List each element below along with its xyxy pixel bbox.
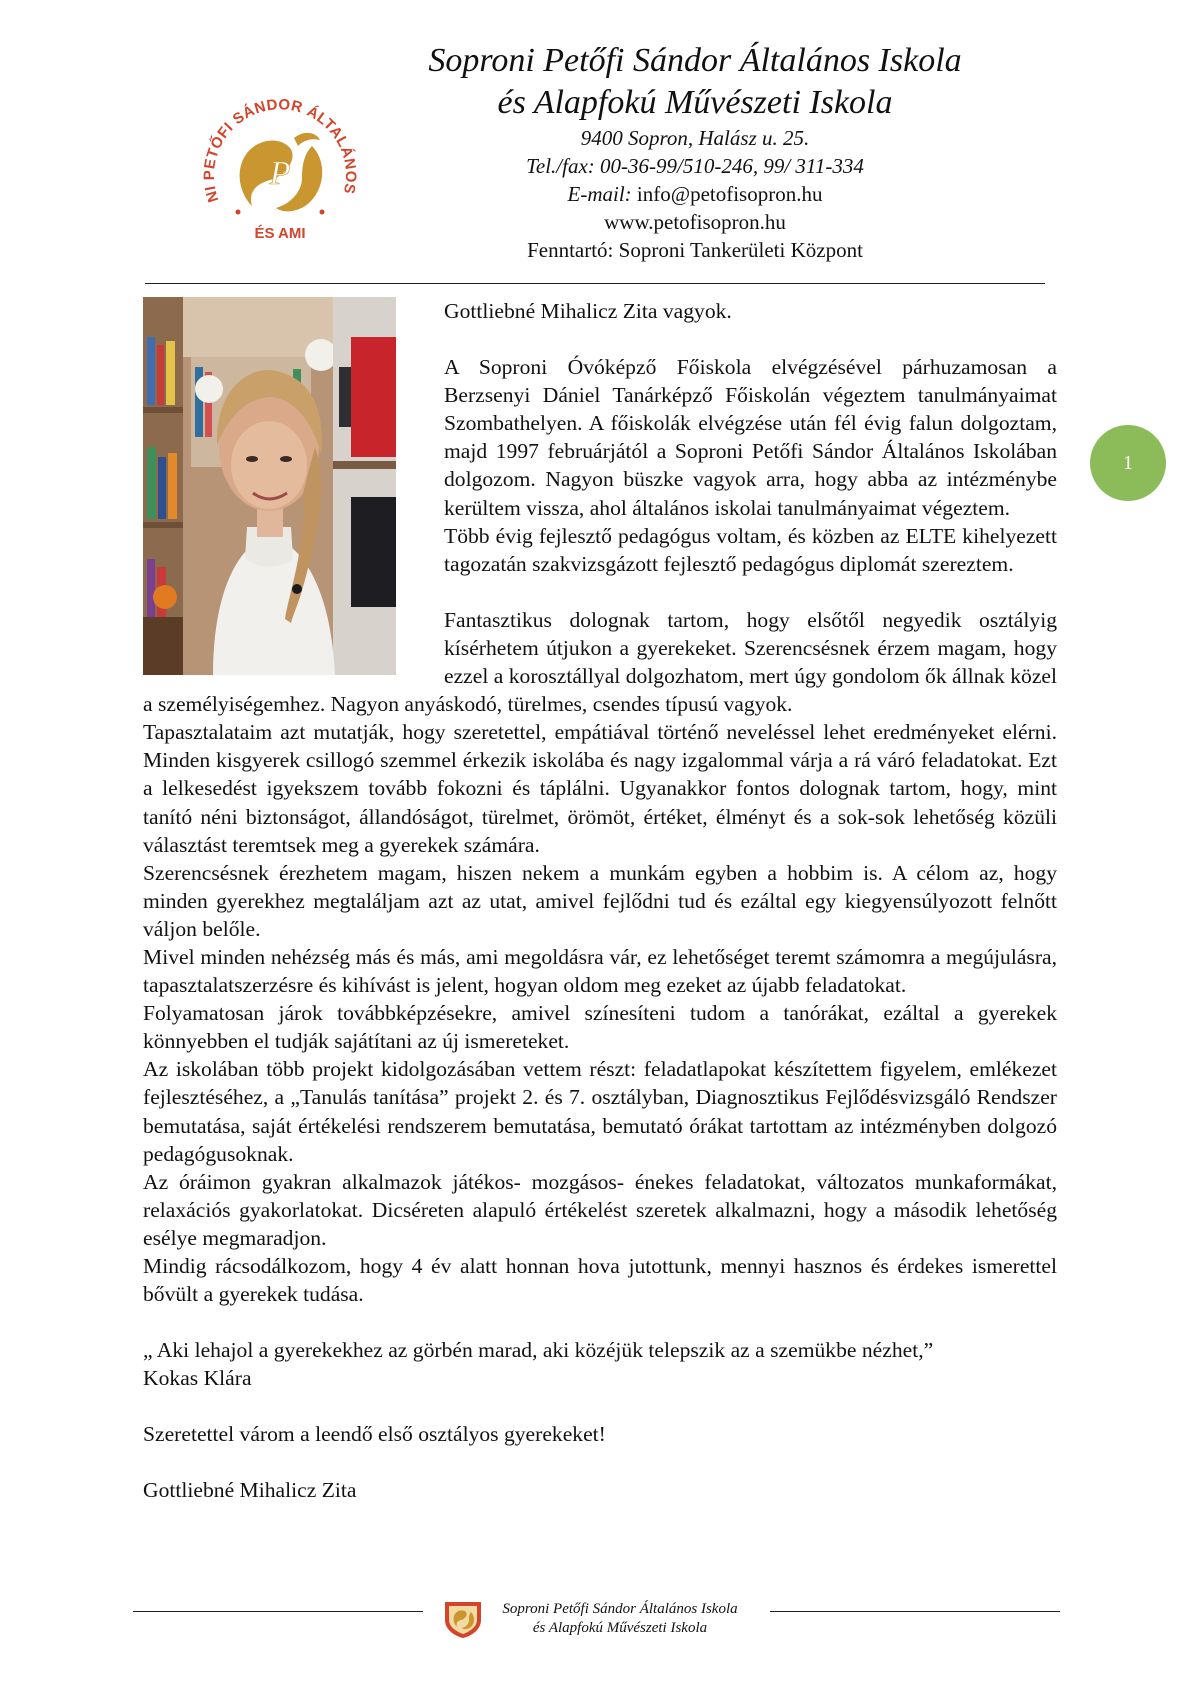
maintainer: Fenntartó: Soproni Tankerületi Központ <box>527 238 863 262</box>
letterhead <box>380 40 1010 264</box>
paragraph-10: Mindig rácsodálkozom, hogy 4 év alatt honnan hova jutottunk, mennyi hasznos és érdekes ismerettel bővült a gyerekek tudása. <box>143 1254 1057 1307</box>
page-number: 1 <box>1123 451 1133 474</box>
paragraph-5: Szerencsésnek érezhetem magam, hiszen nekem a munkám egyben a hobbim is. A célom az, hogy minden gyerekhez megtaláljam azt az utat, amivel fejlődni tud és ezáltal egy kiegyensúlyozott felnőtt váljon belőle. <box>143 860 1057 941</box>
paragraph-4: Tapasztalataim azt mutatják, hogy szeretettel, empátiával történő neveléssel lehet eredményeket elérni. Minden kisgyerek csillogó szemmel érkezik iskolába és nagy izgalommal várja a rá váró feladatokat. Ezt a lelkesedést igyekszem tovább fokozni és táplálni. Ugyanakkor fontos dolognak tartom, hogy, mint tanító néni biztonságot, állandóságot, türelmet, örömöt, értéket, élményt és a sok-sok lehetőség közüli választást teremtsek meg a gyerekek számára. <box>143 720 1057 857</box>
paragraph-6: Mivel minden nehézség más és más, ami megoldásra vár, ez lehetőséget teremt számomra a megújulásra, tapasztalatszerzésre és kihívást is jelent, hogyan oldom meg ezeket az újabb feladatokat. <box>143 944 1057 998</box>
footer-school-name <box>470 1600 770 1638</box>
paragraph-1: A Soproni Óvóképző Főiskola elvégzésével párhuzamosan a Berzsenyi Dániel Tanárképző Főiskolán végeztem tanulmányaimat Szombathelyen. A főiskolák elvégzése után fél évig falun dolgoztam, majd 1997 februárjától a Soproni Petőfi Sándor Általános Iskolában dolgozom. Nagyon büszke vagyok arra, hogy abba az intézménybe kerültem vissza, ahol általános iskolai tanulmányaimat végeztem. <box>444 355 1057 520</box>
school-name-line2: és Alapfokú Művészeti Iskola <box>497 84 893 121</box>
paragraph-3: Fantasztikus dolognak tartom, hogy elsőtől negyedik osztályig kísérhetem útjukon a gyerekeket. Szerencsésnek érzem magam, hogy ezzel a korosztállyal dolgozhatom, mert úgy gondolom ők állnak közel a személyiségemhez. Nagyon anyáskodó, türelmes, csendes típusú vagyok. <box>143 607 1057 717</box>
footer-line1: Soproni Petőfi Sándor Általános Iskola <box>502 1601 738 1617</box>
closing: Szeretettel várom a leendő első osztályos gyerekeket! <box>143 1422 606 1447</box>
logo-monogram: P <box>269 155 291 192</box>
footer-divider-left <box>133 1611 423 1612</box>
signature: Gottliebné Mihalicz Zita <box>143 1478 357 1503</box>
school-name-line1: Soproni Petőfi Sándor Általános Iskola <box>428 42 962 79</box>
email-line <box>380 180 1010 208</box>
quote: „ Aki lehajol a gyerekekhez az görbén marad, aki közéjük telepszik az a szemükbe nézhet,” <box>143 1338 934 1363</box>
photo-space <box>143 297 444 675</box>
logo-ring-text: NI PETŐFI SÁNDOR ÁLTALÁNOS <box>200 96 360 205</box>
footer-line2: és Alapfokú Művészeti Iskola <box>532 1620 708 1636</box>
page-number-badge <box>1090 425 1166 501</box>
paragraph-8: Az iskolában több projekt kidolgozásában vettem részt: feladatlapokat készítettem figyelem, emlékezet fejlesztéséhez, a „Tanulás tanítása” projekt 2. és 7. osztályban, Diagnosztikus Fejlődésvizsgáló Rendszer bemutatása, saját értékelési rendszerem bemutatása, bemutató órákat tartottam az intézményben dolgozó pedagógusoknak. <box>143 1057 1057 1166</box>
footer-divider-right <box>770 1611 1060 1612</box>
paragraph-9: Az óráimon gyakran alkalmazok játékos- mozgásos- énekes feladatokat, változatos munkaformákat, relaxációs gyakorlatokat. Dicséreten alapuló értékelést szeretek alkalmazni, hogy a második lehetőség esélye megmaradjon. <box>143 1169 1057 1250</box>
email-link[interactable]: info@petofisopron.hu <box>636 182 823 206</box>
header-divider <box>145 283 1045 284</box>
logo-ring-bottom: ÉS AMI <box>254 225 306 242</box>
paragraph-2: Több évig fejlesztő pedagógus voltam, és közben az ELTE kihelyezett tagozatán szakvizsgázott fejlesztő pedagógus diplomát szereztem. <box>444 523 1057 576</box>
paragraph-7: Folyamatosan járok továbbképzésekre, amivel színesíteni tudom a tanórákat, ezáltal a gyerekek könnyebben el tudják sajátítani az új ismereteket. <box>143 1001 1057 1054</box>
school-logo <box>190 80 370 260</box>
email-label: E-mail: <box>567 182 632 206</box>
address: 9400 Sopron, Halász u. 25. <box>580 126 810 150</box>
website-link[interactable]: www.petofisopron.hu <box>604 210 786 234</box>
quote-author: Kokas Klára <box>143 1366 252 1391</box>
letter-body <box>143 297 1057 1505</box>
intro-line: Gottliebné Mihalicz Zita vagyok. <box>444 299 732 323</box>
phone: Tel./fax: 00-36-99/510-246, 99/ 311-334 <box>526 154 864 178</box>
